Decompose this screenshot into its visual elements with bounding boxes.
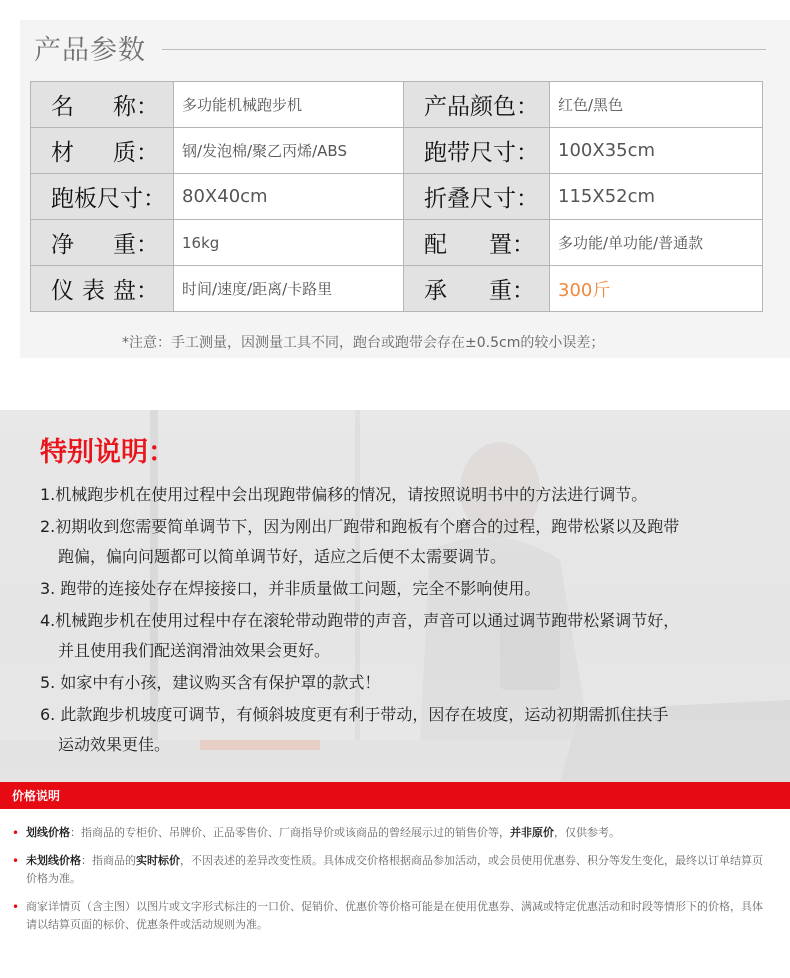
bullet-icon: • (12, 900, 20, 914)
param-value: 16kg (174, 220, 404, 266)
list-item: 3. 跑带的连接处存在焊接接口，并非质量做工问题，完全不影响使用。 (40, 579, 541, 598)
param-label: 承 重： (404, 266, 550, 312)
param-value: 红色/黑色 (550, 82, 763, 128)
param-value: 100X35cm (550, 128, 763, 174)
param-value: 多功能/单功能/普通款 (550, 220, 763, 266)
params-title: 产品参数 (34, 35, 146, 66)
param-label: 仪 表 盘： (31, 266, 174, 312)
param-value: 80X40cm (174, 174, 404, 220)
param-value: 300斤 (550, 266, 763, 312)
param-label: 产品颜色： (404, 82, 550, 128)
title-divider (162, 49, 766, 50)
measurement-note: *注意：手工测量，因测量工具不同，跑台或跑带会存在±0.5cm的较小误差； (122, 335, 605, 351)
param-label: 跑板尺寸： (31, 174, 174, 220)
param-label: 折叠尺寸： (404, 174, 550, 220)
product-params-section (20, 20, 790, 358)
param-label: 配 置： (404, 220, 550, 266)
list-item: • 商家详情页（含主图）以图片或文字形式标注的一口价、促销价、优惠价等价格可能是在使用优惠券、满减或特定优惠活动和时段等情形下的价格，具体请以结算页面的标价、优惠条件或活动规则为准。 (12, 900, 763, 931)
param-label: 净 重： (31, 220, 174, 266)
table-row (31, 220, 763, 266)
param-value: 多功能机械跑步机 (174, 82, 404, 128)
param-value: 时间/速度/距离/卡路里 (174, 266, 404, 312)
special-notes-section (0, 410, 790, 782)
param-label: 名 称： (31, 82, 174, 128)
bullet-icon: • (12, 854, 20, 868)
price-explanation-header (0, 782, 790, 809)
notes-list (40, 480, 780, 762)
table-row (31, 82, 763, 128)
list-item: 5. 如家中有小孩，建议购买含有保护罩的款式！ (40, 673, 381, 692)
list-item: • 划线价格：指商品的专柜价、吊牌价、正品零售价、厂商指导价或该商品的曾经展示过的销售价等，并非原价，仅供参考。 (12, 826, 620, 840)
param-label: 材 质： (31, 128, 174, 174)
list-item: • 未划线价格：指商品的实时标价，不因表述的差异改变性质。具体成交价格根据商品参加活动，或会员使用优惠券、积分等发生变化，最终以订单结算页价格为准。 (12, 854, 763, 885)
list-item: 1.机械跑步机在使用过程中会出现跑带偏移的情况，请按照说明书中的方法进行调节。 (40, 485, 648, 504)
bullet-icon: • (12, 826, 20, 840)
list-item: 4.机械跑步机在使用过程中存在滚轮带动跑带的声音，声音可以通过调节跑带松紧调节好， 并且使用我们配送润滑油效果会更好。 (40, 611, 680, 660)
list-item: 6. 此款跑步机坡度可调节，有倾斜坡度更有利于带动，因存在坡度，运动初期需抓住扶手 运动效果更佳。 (40, 705, 669, 754)
param-label: 跑带尺寸： (404, 128, 550, 174)
table-row (31, 174, 763, 220)
params-table (30, 81, 763, 312)
table-row (31, 266, 763, 312)
param-value: 钢/发泡棉/聚乙丙烯/ABS (174, 128, 404, 174)
special-title: 特别说明： (40, 437, 175, 468)
param-value: 115X52cm (550, 174, 763, 220)
price-explanation-list (12, 824, 772, 944)
list-item: 2.初期收到您需要简单调节下，因为刚出厂跑带和跑板有个磨合的过程，跑带松紧以及跑带 跑偏，偏向问题都可以简单调节好，适应之后便不太需要调节。 (40, 517, 680, 566)
table-row (31, 128, 763, 174)
price-title: 价格说明 (12, 789, 61, 803)
